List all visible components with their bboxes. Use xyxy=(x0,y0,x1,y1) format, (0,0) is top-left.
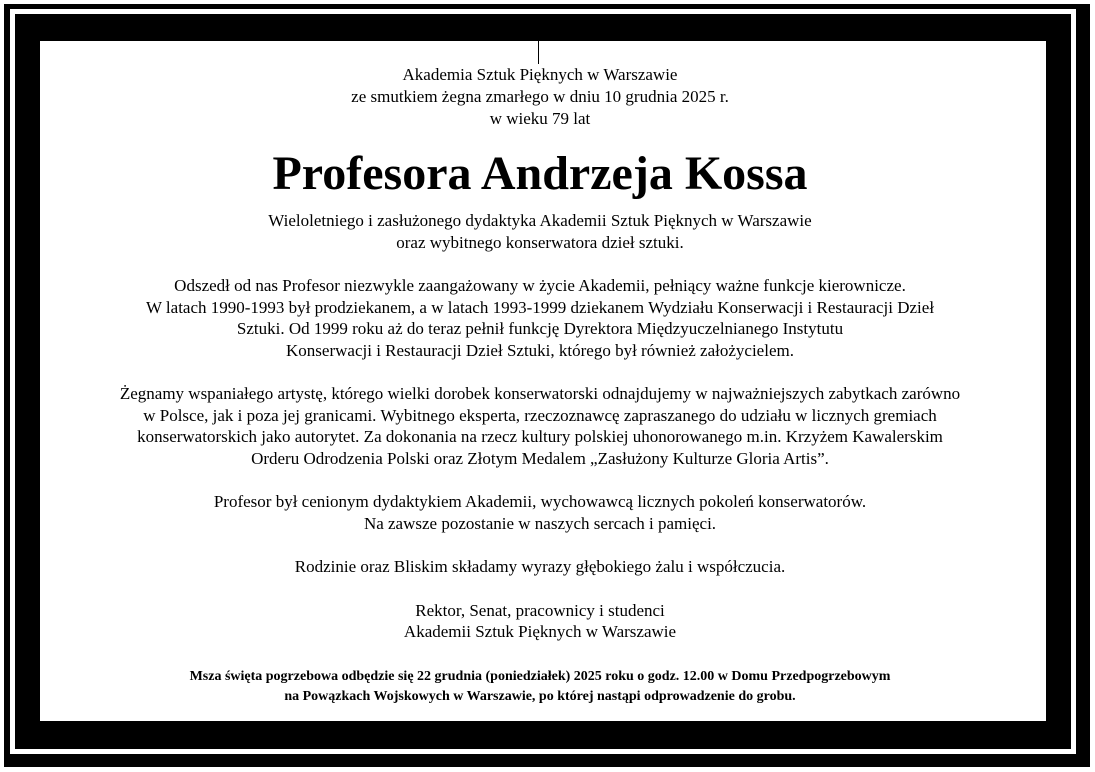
obituary-intro xyxy=(60,64,1020,130)
paragraph-line: Odszedł od nas Profesor niezwykle zaangażowany w życie Akademii, pełniący ważne funkcje kierownicze. xyxy=(174,276,906,295)
spacer xyxy=(60,361,1020,383)
deceased-name: Profesora Andrzeja Kossa xyxy=(272,147,808,200)
paragraph-line: Rektor, Senat, pracownicy i studenci xyxy=(415,600,665,620)
paragraph-line: W latach 1990-1993 był prodziekanem, a w latach 1993-1999 dziekanem Wydziału Konserwacji i Restauracji Dzieł xyxy=(145,297,935,317)
spacer xyxy=(60,534,1020,556)
paragraph-line: Orderu Odrodzenia Polski oraz Złotym Medalem „Zasłużony Kulturze Gloria Artis”. xyxy=(251,448,829,468)
spacer xyxy=(60,469,1020,491)
paragraph-line: Konserwacji i Restauracji Dzieł Sztuki, którego był również założycielem. xyxy=(286,340,794,360)
notice-line: Msza święta pogrzebowa odbędzie się 22 grudnia (poniedziałek) 2025 roku o godz. 12.00 w Domu Przedpogrzebowym xyxy=(189,668,891,684)
paragraph-line: Żegnamy wspaniałego artystę, którego wielki dorobek konserwatorski odnajdujemy w najważniejszych zabytkach zarówno xyxy=(119,384,961,403)
paragraph-line: Profesor był cenionym dydaktykiem Akademii, wychowawcą licznych pokoleń konserwatorów. xyxy=(213,492,867,511)
paragraph-line: Na zawsze pozostanie w naszych sercach i pamięci. xyxy=(363,513,717,533)
paragraph-signature xyxy=(60,600,1020,643)
intro-line: w wieku 79 lat xyxy=(489,109,591,128)
paragraph-line: Akademii Sztuk Pięknych w Warszawie xyxy=(403,622,677,641)
intro-line: ze smutkiem żegna zmarłego w dniu 10 grudnia 2025 r. xyxy=(351,87,729,106)
spacer xyxy=(60,253,1020,275)
paragraph-title xyxy=(60,210,1020,253)
intro-line: Akademia Sztuk Pięknych w Warszawie xyxy=(402,65,678,84)
cross-line-mark xyxy=(538,38,539,64)
paragraph-line: konserwatorskich jako autorytet. Za dokonania na rzecz kultury polskiej uhonorowanego m.in. Krzyżem Kawalerskim xyxy=(137,427,943,446)
paragraph-line: Wieloletniego i zasłużonego dydaktyka Akademii Sztuk Pięknych w Warszawie xyxy=(268,211,812,230)
paragraph-line: oraz wybitnego konserwatora dzieł sztuki. xyxy=(396,232,684,252)
funeral-mass-notice xyxy=(60,667,1020,707)
obituary-content xyxy=(60,64,1020,707)
paragraph-career xyxy=(60,275,1020,361)
paragraph-achievements xyxy=(60,383,1020,469)
paragraph-line: Sztuki. Od 1999 roku aż do teraz pełnił funkcję Dyrektora Międzyuczelnianego Instytutu xyxy=(236,319,844,338)
paragraph-line: w Polsce, jak i poza jej granicami. Wybitnego eksperta, rzeczoznawcę zapraszanego do udziału w licznych gremiach xyxy=(143,405,937,425)
paragraph-remembrance xyxy=(60,491,1020,534)
notice-line: na Powązkach Wojskowych w Warszawie, po której nastąpi odprowadzenie do grobu. xyxy=(284,688,796,704)
paragraph-condolences xyxy=(60,556,1020,578)
paragraph-line: Rodzinie oraz Bliskim składamy wyrazy głębokiego żalu i współczucia. xyxy=(294,557,786,576)
spacer xyxy=(60,578,1020,600)
